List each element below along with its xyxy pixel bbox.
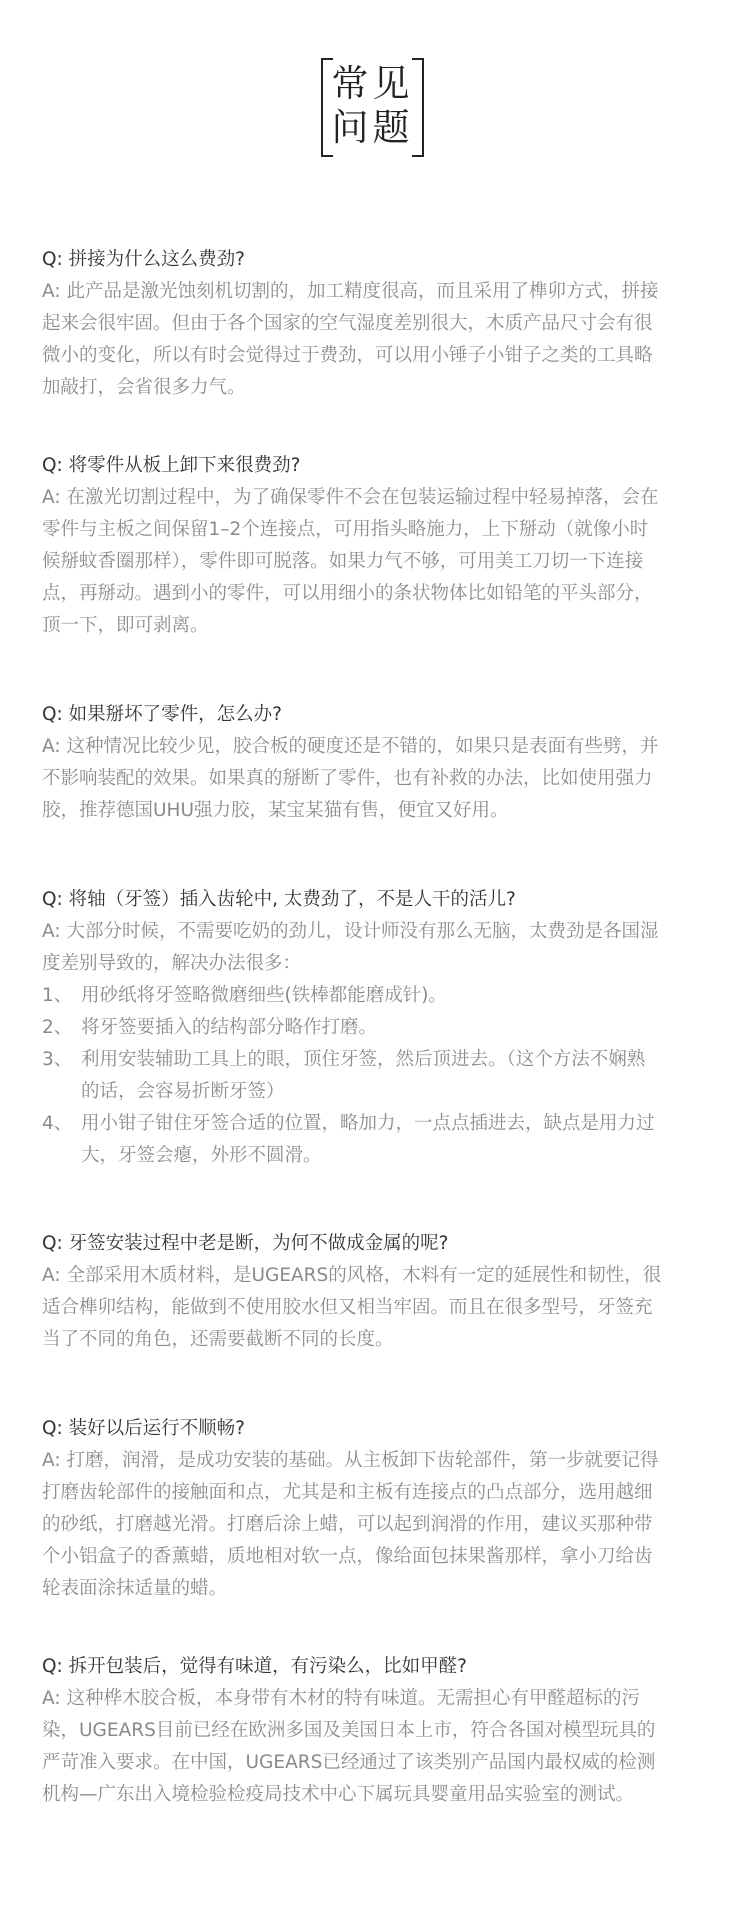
list-item-number: 1、 [42,985,73,1006]
faq-question: Q: 装好以后运行不顺畅? [42,1418,245,1439]
faq-answer-line: 打磨齿轮部件的接触面和点，尤其是和主板有连接点的凸点部分，选用越细 [42,1482,653,1503]
page-title-line-1: 常见 [331,62,414,105]
list-item-text: 将牙签要插入的结构部分略作打磨。 [81,1017,378,1038]
list-item-text: 的话，会容易折断牙签） [81,1081,285,1102]
list-item-text: 大，牙签会瘪，外形不圆滑。 [81,1145,322,1166]
faq-item-5 [42,1228,724,1356]
list-item-text: 利用安装辅助工具上的眼，顶住牙签，然后顶进去。（这个方法不娴熟 [81,1049,646,1070]
faq-answer-line: A: 这种情况比较少见，胶合板的硬度还是不错的，如果只是表面有些劈，并 [42,736,659,757]
faq-item-1 [42,244,724,404]
faq-answer-line: 零件与主板之间保留1–2个连接点，可用指头略施力，上下掰动（就像小时 [42,519,649,540]
faq-answer-line: 不影响装配的效果。如果真的掰断了零件，也有补救的办法，比如使用强力 [42,768,653,789]
page-title-line-2: 问题 [331,106,414,149]
faq-answer-line: A: 大部分时候，不需要吃奶的劲儿，设计师没有那么无脑，太费劲是各国湿 [42,921,659,942]
faq-answer-line: A: 此产品是激光蚀刻机切割的，加工精度很高，而且采用了榫卯方式，拼接 [42,281,659,302]
faq-question: Q: 拆开包装后，觉得有味道，有污染么，比如甲醛? [42,1656,467,1677]
faq-question: Q: 拼接为什么这么费劲? [42,249,245,270]
list-item-number: 3、 [42,1049,73,1070]
faq-answer-line: A: 打磨，润滑，是成功安装的基础。从主板卸下齿轮部件，第一步就要记得 [42,1450,659,1471]
faq-answer-line: A: 全部采用木质材料，是UGEARS的风格，木料有一定的延展性和韧性，很 [42,1265,662,1286]
faq-answer-line: 候掰蚊香圈那样），零件即可脱落。如果力气不够，可用美工刀切一下连接 [42,551,644,572]
faq-solution-list [42,980,724,1172]
faq-answer-line: 机构—广东出入境检验检疫局技术中心下属玩具婴童用品实验室的测试。 [42,1784,635,1805]
list-item-continuation [42,1076,724,1108]
faq-answer-line: 严苛准入要求。在中国，UGEARS已经通过了该类别产品国内最权威的检测 [42,1752,656,1773]
faq-item-4 [42,884,724,1172]
faq-answer-line: 加敲打，会省很多力气。 [42,377,246,398]
faq-answer-line: 的砂纸，打磨越光滑。打磨后涂上蜡，可以起到润滑的作用，建议买那种带 [42,1514,653,1535]
faq-question: Q: 如果掰坏了零件，怎么办? [42,704,282,725]
list-item [42,1044,724,1076]
list-item-number: 2、 [42,1017,73,1038]
faq-answer-line: A: 这种桦木胶合板，本身带有木材的特有味道。无需担心有甲醛超标的污 [42,1688,640,1709]
faq-answer-line: 顶一下，即可剥离。 [42,615,209,636]
faq-answer-line: 胶，推荐德国UHU强力胶，某宝某猫有售，便宜又好用。 [42,800,509,821]
faq-question: Q: 将轴（牙签）插入齿轮中, 太费劲了，不是人干的活儿? [42,889,516,910]
faq-answer-line: 当了不同的角色，还需要截断不同的长度。 [42,1329,394,1350]
list-item [42,1108,724,1140]
faq-item-3 [42,699,724,827]
list-item [42,1012,724,1044]
faq-question: Q: 将零件从板上卸下来很费劲? [42,455,301,476]
faq-answer-line: 适合榫卯结构，能做到不使用胶水但又相当牢固。而且在很多型号，牙签充 [42,1297,653,1318]
faq-answer-line: 度差别导致的，解决办法很多： [42,953,302,974]
list-item-text: 用砂纸将牙签略微磨细些(铁棒都能磨成针)。 [81,985,447,1006]
faq-item-6 [42,1413,724,1605]
faq-question: Q: 牙签安装过程中老是断，为何不做成金属的呢? [42,1233,449,1254]
faq-answer-line: 轮表面涂抹适量的蜡。 [42,1578,228,1599]
faq-answer-line: 个小铝盒子的香薰蜡，质地相对软一点，像给面包抹果酱那样，拿小刀给齿 [42,1546,653,1567]
faq-item-2 [42,450,724,642]
faq-answer-line: 点，再掰动。遇到小的零件，可以用细小的条状物体比如铅笔的平头部分， [42,583,653,604]
faq-answer-line: 起来会很牢固。但由于各个国家的空气湿度差别很大，木质产品尺寸会有很 [42,313,653,334]
list-item [42,980,724,1012]
faq-item-7 [42,1651,724,1811]
page-title-frame [321,58,424,157]
faq-answer-line: A: 在激光切割过程中，为了确保零件不会在包装运输过程中轻易掉落，会在 [42,487,659,508]
faq-answer-line: 微小的变化，所以有时会觉得过于费劲，可以用小锤子小钳子之类的工具略 [42,345,653,366]
list-item-continuation [42,1140,724,1172]
list-item-text: 用小钳子钳住牙签合适的位置，略加力，一点点插进去，缺点是用力过 [81,1113,655,1134]
faq-answer-line: 染，UGEARS目前已经在欧洲多国及美国日本上市，符合各国对模型玩具的 [42,1720,656,1741]
list-item-number: 4、 [42,1113,73,1134]
